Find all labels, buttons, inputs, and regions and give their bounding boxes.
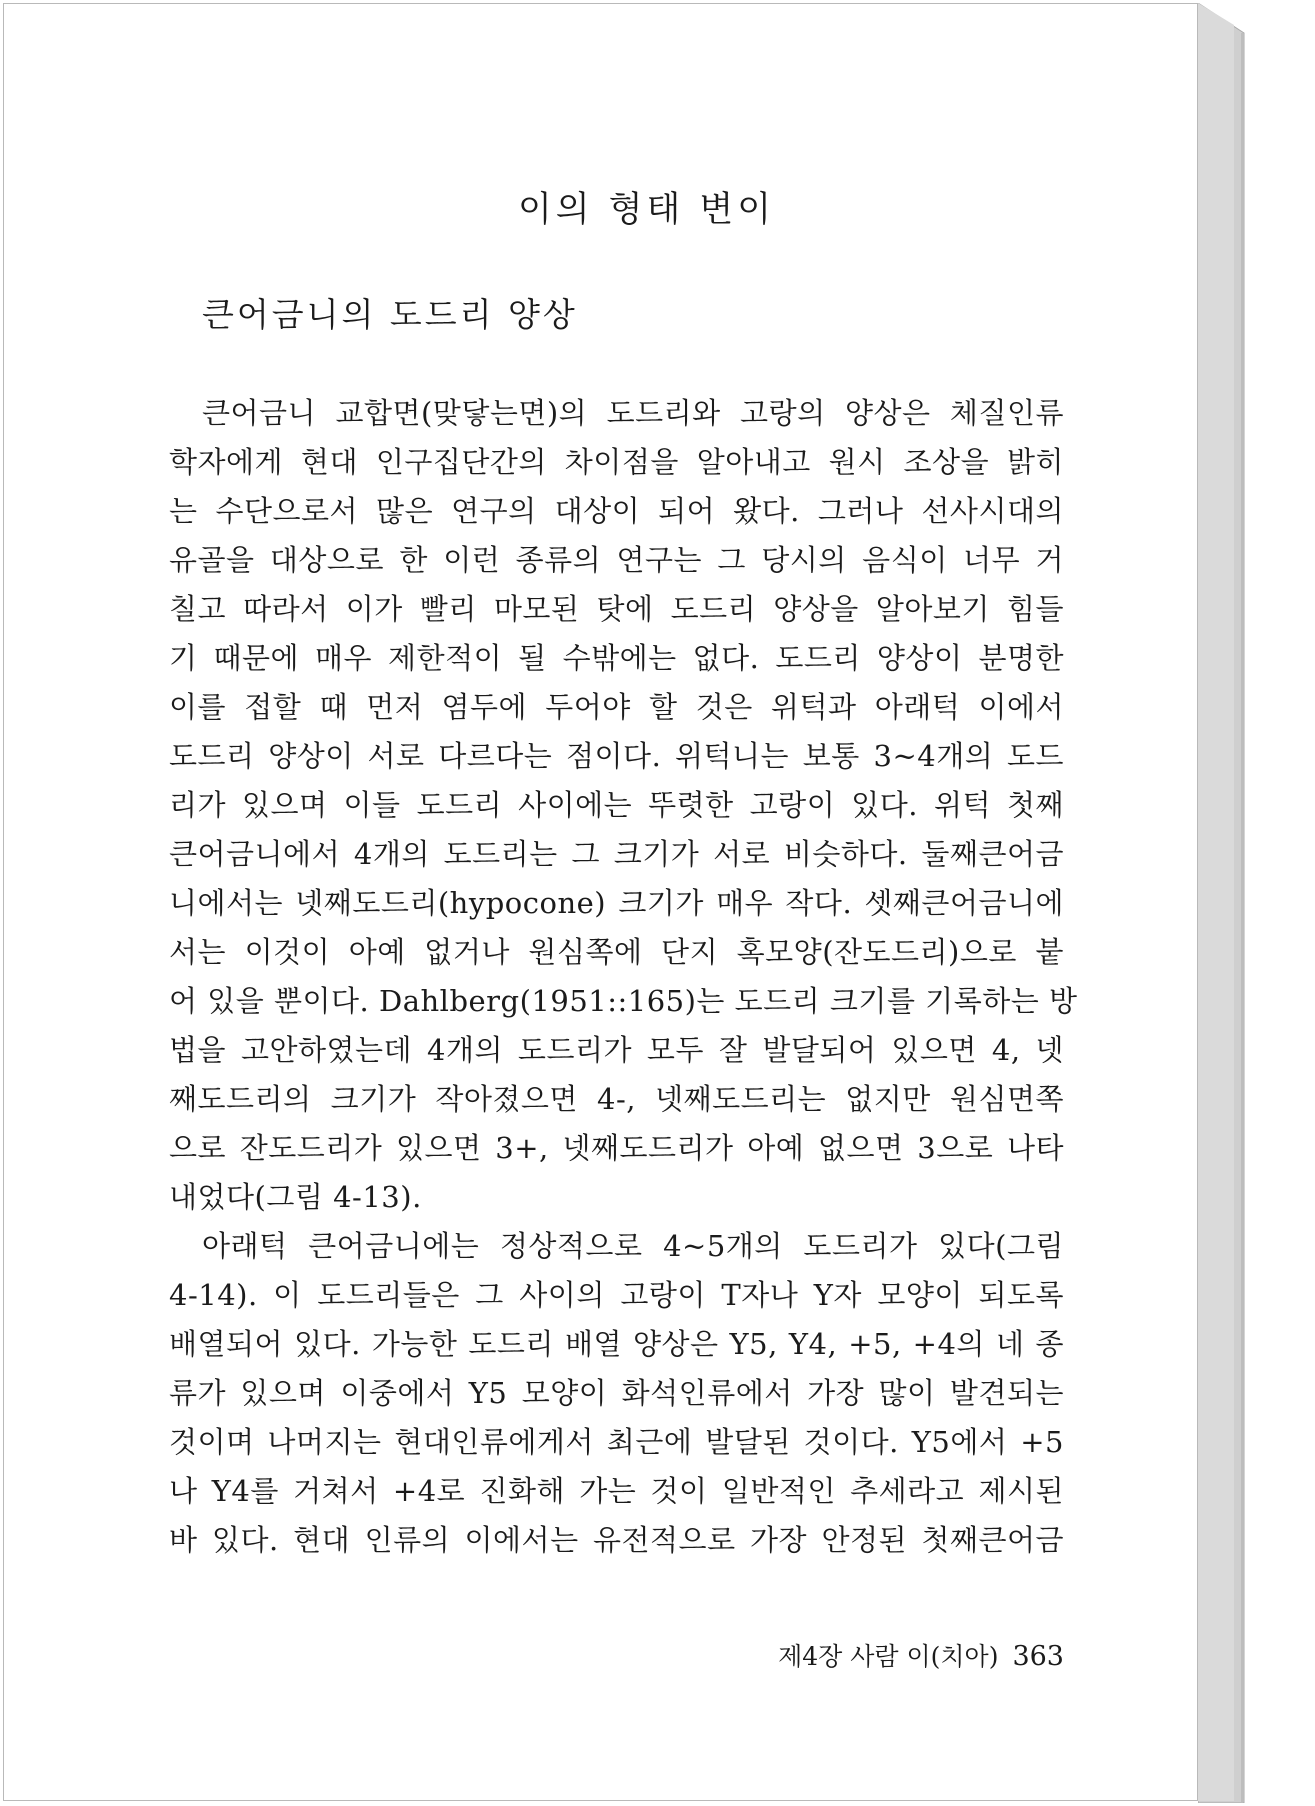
paragraph-2	[169, 1222, 1064, 1565]
text-line: 유골을 대상으로 한 이런 종류의 연구는 그 당시의 음식이 너무 거	[169, 543, 1064, 577]
text-line: 큰어금니에서 4개의 도드리는 그 크기가 서로 비슷하다. 둘째큰어금	[169, 837, 1064, 871]
text-line: 학자에게 현대 인구집단간의 차이점을 알아내고 원시 조상을 밝히	[169, 445, 1064, 479]
subsection-title: 큰어금니의 도드리 양상	[202, 295, 578, 334]
text-line: 류가 있으며 이중에서 Y5 모양이 화석인류에서 가장 많이 발견되는	[169, 1376, 1064, 1410]
text-line: 큰어금니 교합면(맞닿는면)의 도드리와 고랑의 양상은 체질인류	[202, 396, 1064, 430]
text-line: 서는 이것이 아예 없거나 원심쪽에 단지 혹모양(잔도드리)으로 붙	[169, 935, 1064, 969]
book-page	[3, 3, 1198, 1801]
text-line: 으로 잔도드리가 있으면 3+, 넷째도드리가 아예 없으면 3으로 나타	[169, 1131, 1064, 1165]
paragraph-1	[169, 389, 1078, 1222]
text-line: 리가 있으며 이들 도드리 사이에는 뚜렷한 고랑이 있다. 위턱 첫째	[169, 788, 1064, 822]
text-line: 니에서는 넷째도드리(hypocone) 크기가 매우 작다. 셋째큰어금니에	[169, 886, 1064, 920]
text-line: 바 있다. 현대 인류의 이에서는 유전적으로 가장 안정된 첫째큰어금	[169, 1523, 1064, 1557]
section-title: 이의 형태 변이	[517, 190, 776, 230]
text-line: 배열되어 있다. 가능한 도드리 배열 양상은 Y5, Y4, +5, +4의 네 종	[169, 1327, 1064, 1361]
text-line: 아래턱 큰어금니에는 정상적으로 4~5개의 도드리가 있다(그림	[202, 1229, 1064, 1263]
page-stack-edge-shape	[1198, 3, 1315, 1803]
running-head: 제4장 사람 이(치아)	[778, 1642, 999, 1671]
text-line: 칠고 따라서 이가 빨리 마모된 탓에 도드리 양상을 알아보기 힘들	[169, 592, 1064, 626]
text-line: 것이며 나머지는 현대인류에게서 최근에 발달된 것이다. Y5에서 +5	[169, 1425, 1064, 1459]
page-footer	[778, 1637, 1064, 1673]
text-line: 는 수단으로서 많은 연구의 대상이 되어 왔다. 그러나 선사시대의	[169, 494, 1064, 528]
text-line: 법을 고안하였는데 4개의 도드리가 모두 잘 발달되어 있으면 4, 넷	[169, 1033, 1064, 1067]
text-line: 내었다(그림 4-13).	[169, 1180, 422, 1214]
text-line: 도드리 양상이 서로 다르다는 점이다. 위턱니는 보통 3~4개의 도드	[169, 739, 1064, 773]
text-line: 어 있을 뿐이다. Dahlberg(1951::165)는 도드리 크기를 기록하는 방	[169, 984, 1078, 1018]
text-line: 나 Y4를 거쳐서 +4로 진화해 가는 것이 일반적인 추세라고 제시된	[169, 1474, 1064, 1508]
body-text	[169, 389, 1078, 1565]
text-line: 째도드리의 크기가 작아졌으면 4-, 넷째도드리는 없지만 원심면쪽	[169, 1082, 1064, 1116]
text-line: 4-14). 이 도드리들은 그 사이의 고랑이 T자나 Y자 모양이 되도록	[169, 1278, 1064, 1312]
text-line: 기 때문에 매우 제한적이 될 수밖에는 없다. 도드리 양상이 분명한	[169, 641, 1064, 675]
text-line: 이를 접할 때 먼저 염두에 두어야 할 것은 위턱과 아래턱 이에서	[169, 690, 1064, 724]
page-number: 363	[1012, 1641, 1064, 1672]
